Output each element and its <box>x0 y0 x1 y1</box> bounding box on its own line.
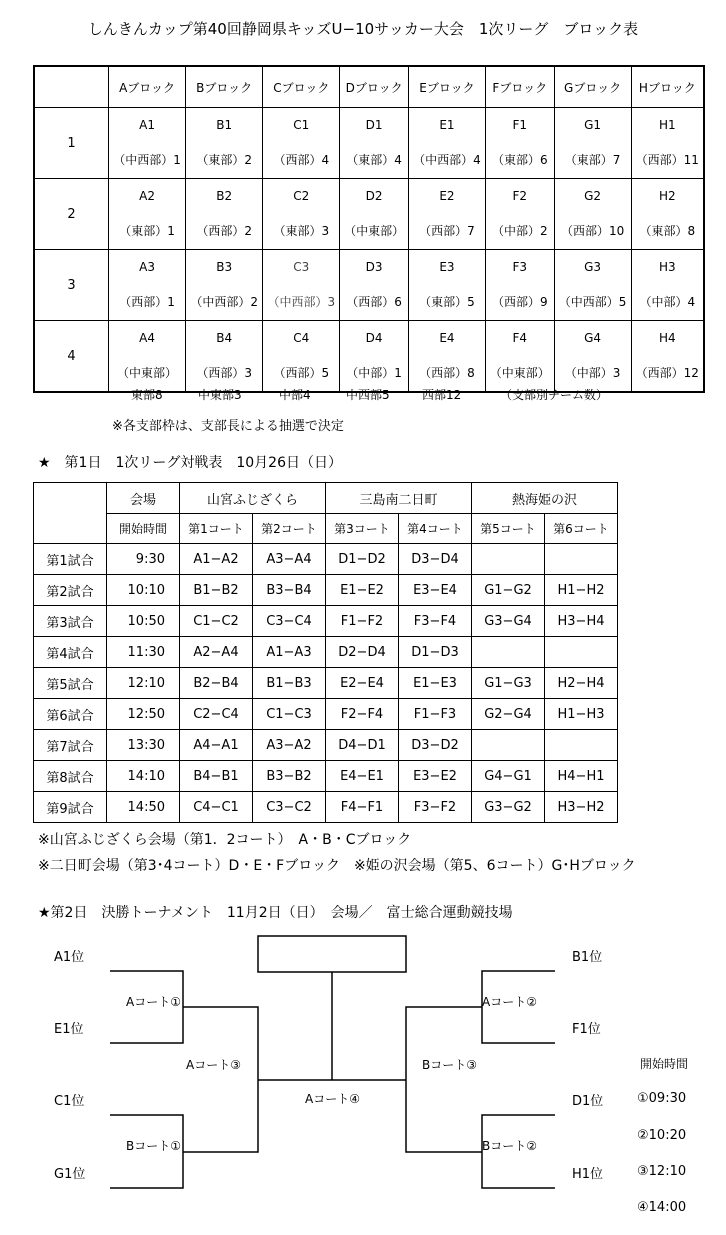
team-region: （中西部）3 <box>267 295 336 309</box>
match-pairing: G1−G2 <box>472 575 545 606</box>
team-region: （中西部）1 <box>113 153 181 167</box>
match-pairing: H3−H2 <box>545 792 618 823</box>
venue-label: 会場 <box>107 483 180 514</box>
match-label: 第3試合 <box>34 606 107 637</box>
team-region: （中西部）2 <box>190 295 258 309</box>
team-code: D1 <box>365 118 383 132</box>
match-pairing: C1−C3 <box>253 699 326 730</box>
match-pairing: D3−D2 <box>399 730 472 761</box>
team-code: E2 <box>439 189 455 203</box>
seed-left: A1位 <box>54 950 85 965</box>
match-pairing: F4−F1 <box>326 792 399 823</box>
match-pairing: B3−B2 <box>253 761 326 792</box>
block-header: Dブロック <box>340 66 409 108</box>
match-pairing: C2−C4 <box>180 699 253 730</box>
match-pairing: G2−G4 <box>472 699 545 730</box>
team-region: （西部）11 <box>635 153 699 167</box>
venue-name: 山宮ふじざくら <box>180 483 326 514</box>
team-region: （中西部）5 <box>558 295 627 309</box>
team-region: （中西部）4 <box>413 153 481 167</box>
match-pairing: F2−F4 <box>326 699 399 730</box>
match-pairing: H4−H1 <box>545 761 618 792</box>
court-header: 第3コート <box>326 514 399 544</box>
match-pairing: C3−C4 <box>253 606 326 637</box>
seed-right: F1位 <box>572 1022 601 1037</box>
match-label: 第5試合 <box>34 668 107 699</box>
match-pairing: G3−G4 <box>472 606 545 637</box>
match-pairing: A3−A4 <box>253 544 326 575</box>
match-time: 14:10 <box>107 761 180 792</box>
match-label: 第8試合 <box>34 761 107 792</box>
row-number: 1 <box>34 108 109 179</box>
team-code: B4 <box>216 331 233 345</box>
match-time: 10:50 <box>107 606 180 637</box>
court-header: 第1コート <box>180 514 253 544</box>
row-number: 2 <box>34 179 109 250</box>
match-pairing: F3−F4 <box>399 606 472 637</box>
team-region: （中部）2 <box>491 224 548 238</box>
match-time: 11:30 <box>107 637 180 668</box>
team-region: （西部）8 <box>419 366 475 380</box>
venue-name: 熱海姫の沢 <box>472 483 618 514</box>
match-pairing: A3−A2 <box>253 730 326 761</box>
team-code: C2 <box>293 189 310 203</box>
start-time: ①09:30 <box>637 1091 687 1106</box>
match-label: 第2試合 <box>34 575 107 606</box>
match-pairing: B1−B3 <box>253 668 326 699</box>
team-code: G3 <box>584 260 602 274</box>
team-region: （西部）10 <box>560 224 625 238</box>
footnote-venue-1: ※山宮ふじざくら会場（第1．2コート） A・B・Cブロック <box>38 832 412 848</box>
match-pairing: E1−E2 <box>326 575 399 606</box>
match-time: 13:30 <box>107 730 180 761</box>
match-label: 第4試合 <box>34 637 107 668</box>
team-region: （西部）6 <box>346 295 402 309</box>
start-time: ④14:00 <box>637 1200 687 1215</box>
match-pairing: H2−H4 <box>545 668 618 699</box>
match-label: 第1試合 <box>34 544 107 575</box>
team-region: （西部）12 <box>635 366 699 380</box>
count-central: 中部4 <box>279 388 311 402</box>
match-label: 第9試合 <box>34 792 107 823</box>
row-number: 4 <box>34 321 109 393</box>
block-header: Hブロック <box>631 66 704 108</box>
day2-heading: ★第2日 決勝トーナメント 11月2日（日） 会場／ 富士総合運動競技場 <box>38 905 513 921</box>
block-note: ※各支部枠は、支部長による抽選で決定 <box>112 419 344 434</box>
bracket-line <box>183 1007 258 1152</box>
team-region: （西部）2 <box>196 224 252 238</box>
match-pairing: E3−E4 <box>399 575 472 606</box>
team-region: （東部）5 <box>419 295 475 309</box>
team-code: E4 <box>439 331 455 345</box>
team-code: A4 <box>139 331 155 345</box>
champion-box <box>258 936 406 972</box>
match-pairing: F3−F2 <box>399 792 472 823</box>
match-pairing: H3−H4 <box>545 606 618 637</box>
seed-left: C1位 <box>54 1094 85 1109</box>
match-pairing: B1−B2 <box>180 575 253 606</box>
court-label: Aコート② <box>482 995 537 1009</box>
match-pairing: B3−B4 <box>253 575 326 606</box>
team-region: （東部）1 <box>119 224 175 238</box>
match-pairing: E3−E2 <box>399 761 472 792</box>
day1-heading: ★ 第1日 1次リーグ対戦表 10月26日（日） <box>38 455 342 471</box>
match-pairing: A2−A4 <box>180 637 253 668</box>
match-pairing: G3−G2 <box>472 792 545 823</box>
match-pairing: H1−H3 <box>545 699 618 730</box>
match-pairing: A1−A3 <box>253 637 326 668</box>
count-east: 東部8 <box>131 388 163 402</box>
team-region: （西部）1 <box>119 295 175 309</box>
team-code: G1 <box>584 118 602 132</box>
team-code: F3 <box>512 260 528 274</box>
team-region: （東部）2 <box>196 153 252 167</box>
row-number: 3 <box>34 250 109 321</box>
team-code: F4 <box>512 331 528 345</box>
match-time: 10:10 <box>107 575 180 606</box>
match-pairing: E4−E1 <box>326 761 399 792</box>
team-region: （東部）6 <box>491 153 548 167</box>
team-region: （東部）4 <box>346 153 402 167</box>
court-header: 第2コート <box>253 514 326 544</box>
court-header: 第6コート <box>545 514 618 544</box>
team-code: F2 <box>512 189 528 203</box>
team-region: （東部）3 <box>273 224 330 238</box>
match-pairing: C1−C2 <box>180 606 253 637</box>
block-header: Aブロック <box>109 66 186 108</box>
seed-left: G1位 <box>54 1167 86 1182</box>
seed-right: H1位 <box>572 1167 604 1182</box>
start-time-label: 開始時間 <box>640 1057 689 1071</box>
team-code: H1 <box>658 118 676 132</box>
match-pairing: C4−C1 <box>180 792 253 823</box>
team-region: （中東部） <box>117 366 178 380</box>
team-code: C4 <box>293 331 310 345</box>
match-pairing: E2−E4 <box>326 668 399 699</box>
court-label: Bコート② <box>482 1139 537 1153</box>
match-pairing: B4−B1 <box>180 761 253 792</box>
court-header: 第5コート <box>472 514 545 544</box>
team-region: （中東部） <box>489 366 550 380</box>
court-header: 第4コート <box>399 514 472 544</box>
block-header: Eブロック <box>408 66 485 108</box>
page-title: しんきんカップ第40回静岡県キッズU−10サッカー大会 1次リーグ ブロック表 <box>87 20 639 38</box>
seed-right: D1位 <box>572 1094 604 1109</box>
team-code: H4 <box>658 331 676 345</box>
match-pairing: D1−D2 <box>326 544 399 575</box>
team-code: A2 <box>139 189 155 203</box>
match-time: 12:50 <box>107 699 180 730</box>
team-code: A3 <box>139 260 155 274</box>
match-pairing: F1−F3 <box>399 699 472 730</box>
match-pairing: C3−C2 <box>253 792 326 823</box>
footnote-venue-2: ※二日町会場（第3･4コート）D・E・Fブロック ※姫の沢会場（第5、6コート）G･Hブロック <box>38 858 636 874</box>
match-pairing: E1−E3 <box>399 668 472 699</box>
team-region: （西部）3 <box>196 366 252 380</box>
match-pairing: H1−H2 <box>545 575 618 606</box>
match-time: 14:50 <box>107 792 180 823</box>
team-region: （西部）7 <box>419 224 475 238</box>
team-code: B3 <box>216 260 233 274</box>
team-code: H3 <box>658 260 676 274</box>
venue-name: 三島南二日町 <box>326 483 472 514</box>
match-time: 12:10 <box>107 668 180 699</box>
court-label: Aコート④ <box>305 1092 360 1106</box>
match-pairing: D1−D3 <box>399 637 472 668</box>
count-naka-west: 中西部5 <box>346 388 390 402</box>
count-west: 西部12 <box>422 388 462 402</box>
match-pairing: A1−A2 <box>180 544 253 575</box>
block-header: Gブロック <box>554 66 631 108</box>
start-time-label: 開始時間 <box>107 514 180 544</box>
seed-right: B1位 <box>572 950 603 965</box>
match-pairing: D3−D4 <box>399 544 472 575</box>
team-code: H2 <box>658 189 676 203</box>
team-code: A1 <box>139 118 155 132</box>
court-label: Bコート③ <box>422 1058 477 1072</box>
team-code: D3 <box>365 260 383 274</box>
match-pairing: D2−D4 <box>326 637 399 668</box>
match-pairing: F1−F2 <box>326 606 399 637</box>
team-code: D4 <box>365 331 383 345</box>
court-label: Aコート① <box>126 995 181 1009</box>
team-code: B1 <box>216 118 233 132</box>
block-header: Fブロック <box>485 66 554 108</box>
match-time: 9:30 <box>107 544 180 575</box>
team-region: （西部）4 <box>273 153 330 167</box>
match-label: 第7試合 <box>34 730 107 761</box>
block-header: Cブロック <box>263 66 340 108</box>
team-code: C3 <box>293 260 310 274</box>
match-pairing: B2−B4 <box>180 668 253 699</box>
team-code: G4 <box>584 331 602 345</box>
team-region: （中部）3 <box>564 366 621 380</box>
court-label: Bコート① <box>126 1139 181 1153</box>
start-time: ②10:20 <box>637 1128 687 1143</box>
team-region: （東部）8 <box>639 224 696 238</box>
team-region: （中部）1 <box>346 366 402 380</box>
team-code: G2 <box>584 189 602 203</box>
team-region: （東部）7 <box>564 153 621 167</box>
court-label: Aコート③ <box>186 1058 241 1072</box>
match-pairing: G1−G3 <box>472 668 545 699</box>
team-region: （西部）5 <box>273 366 330 380</box>
start-time: ③12:10 <box>637 1164 687 1179</box>
count-caption: （支部別チーム数） <box>500 388 609 402</box>
team-region: （中部）4 <box>639 295 696 309</box>
team-code: E3 <box>439 260 455 274</box>
block-header: Bブロック <box>186 66 263 108</box>
team-region: （中東部） <box>344 224 405 238</box>
team-code: D2 <box>365 189 383 203</box>
bracket-line <box>406 1007 482 1152</box>
seed-left: E1位 <box>54 1022 84 1037</box>
match-pairing: G4−G1 <box>472 761 545 792</box>
team-code: C1 <box>293 118 310 132</box>
match-pairing: D4−D1 <box>326 730 399 761</box>
team-code: B2 <box>216 189 233 203</box>
team-code: F1 <box>512 118 528 132</box>
team-code: E1 <box>439 118 455 132</box>
match-pairing: A4−A1 <box>180 730 253 761</box>
count-naka-east: 中東部3 <box>198 388 242 402</box>
team-region: （西部）9 <box>491 295 548 309</box>
match-label: 第6試合 <box>34 699 107 730</box>
